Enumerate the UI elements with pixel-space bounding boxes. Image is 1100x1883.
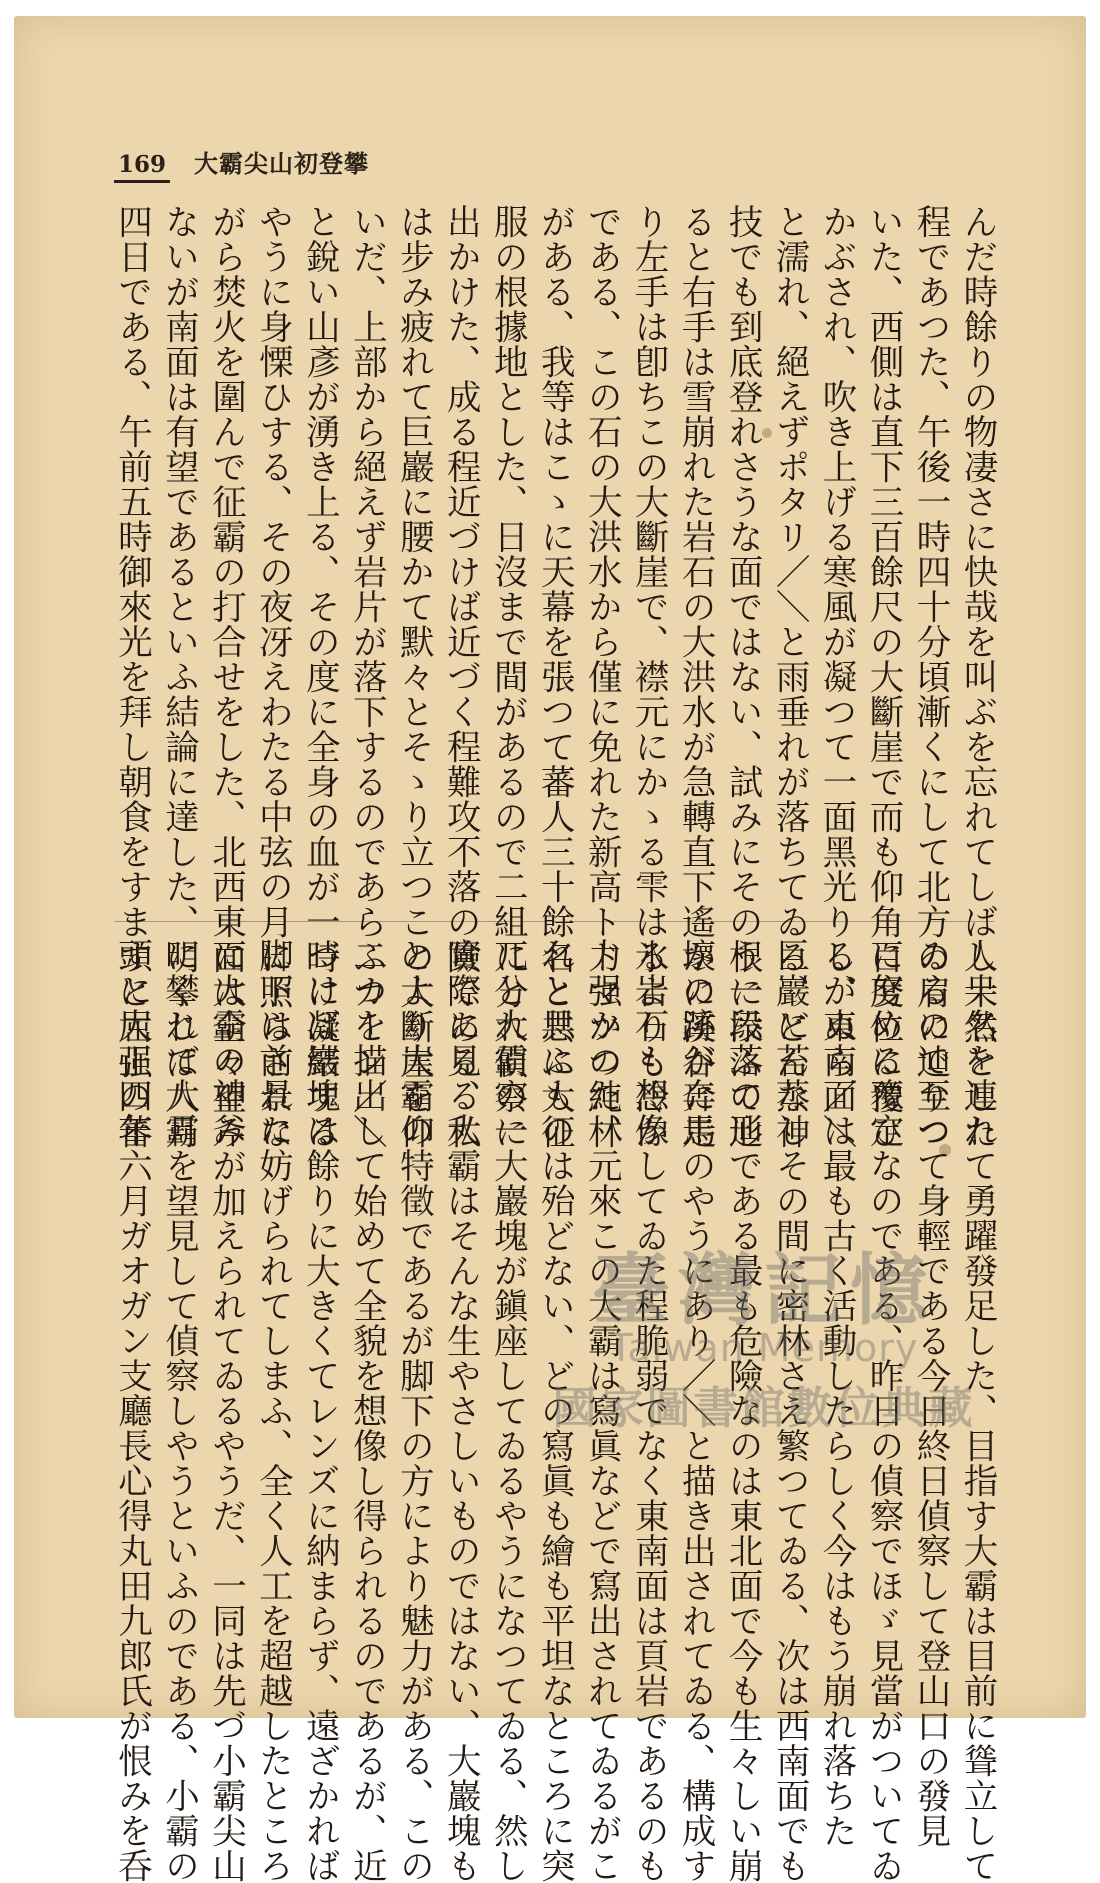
text-column: ないが南面は有望であるといふ結論に達した、明くれば八月 bbox=[158, 204, 199, 1149]
text-column: に大霸の神斧が加えられてゐるやうだ、一同は先づ小霸尖山 bbox=[205, 938, 246, 1883]
document-page bbox=[14, 16, 1086, 1883]
text-column: がら焚火を圍んで征霸の打合せをした、北西東面は全々望み bbox=[205, 204, 246, 1149]
text-column: いだ、上部から絕えず岩片が落下するのであらふカーン／＼ bbox=[346, 204, 387, 1149]
block-divider bbox=[114, 921, 994, 922]
text-column: やうに身慄ひする、その夜冴えわたる中弦の月に照らされな bbox=[252, 204, 293, 1149]
text-column: ると右手は雪崩れた岩石の大洪水が急轉直下遙かに溪谷に走 bbox=[675, 204, 716, 1149]
text-column: んだ時餘りの物凄さに快哉を叫ぶを忘れてしばし呆然とした bbox=[956, 204, 997, 1149]
text-column: 實際に見る大霸はそんな生やさしいものではない、大巖塊も bbox=[440, 938, 481, 1883]
watermark-english: Taiwan Memory bbox=[609, 1326, 919, 1370]
text-column: は步み疲れて巨巖に腰かて默々とそゝり立つこの大斷崖を仰 bbox=[393, 204, 434, 1149]
text-column: いた、西側は直下三百餘尺の大斷崖で而も仰角百度位に覆ひ bbox=[863, 204, 903, 1149]
text-column: 壞の跡が奔馬のやうにあり／＼と描き出されてゐる、構成す bbox=[675, 938, 716, 1883]
text-column: るが東南面は最も古く活動したらしく今はもう崩れ落ちた bbox=[816, 938, 857, 1848]
watermark-sub: 國家圖書館數位典藏 bbox=[552, 1383, 976, 1434]
text-column: とより大霸の特徵であるが脚下の方により魅力がある、この bbox=[393, 938, 434, 1883]
text-column: に攀じて大霸を望見して偵察しやうといふのである、小霸の bbox=[158, 938, 199, 1883]
upper-text-block bbox=[111, 204, 997, 1149]
text-column: と濡れ、絕えずポタリ／＼と雨垂れが落ちてゐる、どんな神 bbox=[769, 204, 810, 1149]
watermark-main: 臺灣記憶 bbox=[591, 1245, 936, 1336]
page-header bbox=[114, 144, 369, 183]
text-column: 兀と大霸の一大巖塊が鎭座してゐるやうになつてゐる、然し bbox=[487, 938, 528, 1883]
text-column: 巨巖に苔蒸しその間に密林さえ繁つてゐる、次は西南面でも bbox=[769, 938, 810, 1883]
text-column: れと思ふものは殆どない、どの寫眞も繪も平坦なところに突 bbox=[534, 938, 575, 1883]
text-column: る岩石も想像してゐた程脆弱でなく東南面は頁岩であるのも bbox=[628, 938, 669, 1883]
text-column: である、この石の大洪水から僅に免れた新高トドマツの純林 bbox=[581, 204, 622, 1149]
text-column: 出かけた、成る程近づけば近づく程難攻不落の險である、私 bbox=[440, 204, 481, 1149]
text-column: 服の根據地とした、日沒まで間があるので二組に分れ偵察に bbox=[487, 204, 528, 1149]
running-title: 大霸尖山初登攀 bbox=[194, 149, 370, 178]
text-column: づけば巖塊は餘りに大きくてレンズに納まらず、遠ざかれば bbox=[299, 938, 340, 1883]
text-column: り左手は卽ちこの大斷崖で、襟元にかゝる雫は氷よりも冷か bbox=[628, 204, 669, 1149]
text-column: 技でも到底登れさうな面ではない、試みにその根に添ふて辿 bbox=[722, 204, 763, 1149]
text-column: う一段落の形である最も危險なのは東北面で今も生々しい崩 bbox=[722, 938, 763, 1883]
lower-text-block bbox=[111, 938, 997, 1883]
text-column: がある、我等はこゝに天幕を張つて蕃人三十餘名と共に大征 bbox=[534, 204, 575, 1149]
text-column: に努める豫定なのである、昨日の偵察でほゞ見當がついてゐ bbox=[863, 938, 903, 1883]
text-column: ゐるので至つて身輕である今日終日偵察して登山口の發見 bbox=[909, 938, 950, 1848]
text-column: かぶされ、吹き上げる寒風が凝つて一面黑光りし、ぬら／＼ bbox=[816, 204, 857, 1149]
text-column: 脚下は前景に妨げられてしまふ、全く人工を超越したところ bbox=[252, 938, 293, 1883]
text-column: 人十名を連れて勇躍發足した、目指す大霸は目前に聳立して bbox=[956, 938, 997, 1883]
text-column: と銳い山彥が湧き上る、その度に全身の血が一時に凝結する bbox=[299, 204, 340, 1149]
text-column: 程であつた、午後一時四十分頃漸くにして北方の肩に辿りつ bbox=[909, 204, 950, 1149]
text-column: 四日である、午前五時御來光を拜し朝食をすますと屈强の蕃 bbox=[111, 204, 152, 1149]
page-number: 169 bbox=[114, 151, 170, 183]
text-column: 頭に大正四年六月ガオガン支廳長心得丸田九郎氏が恨みを呑 bbox=[111, 938, 152, 1883]
text-column: 力强かつた、元來この大霸は寫眞などで寫出されてゐるがこ bbox=[581, 938, 622, 1883]
text-column: 二つを描出して始めて全貌を想像し得られるのであるが、近 bbox=[346, 938, 387, 1883]
